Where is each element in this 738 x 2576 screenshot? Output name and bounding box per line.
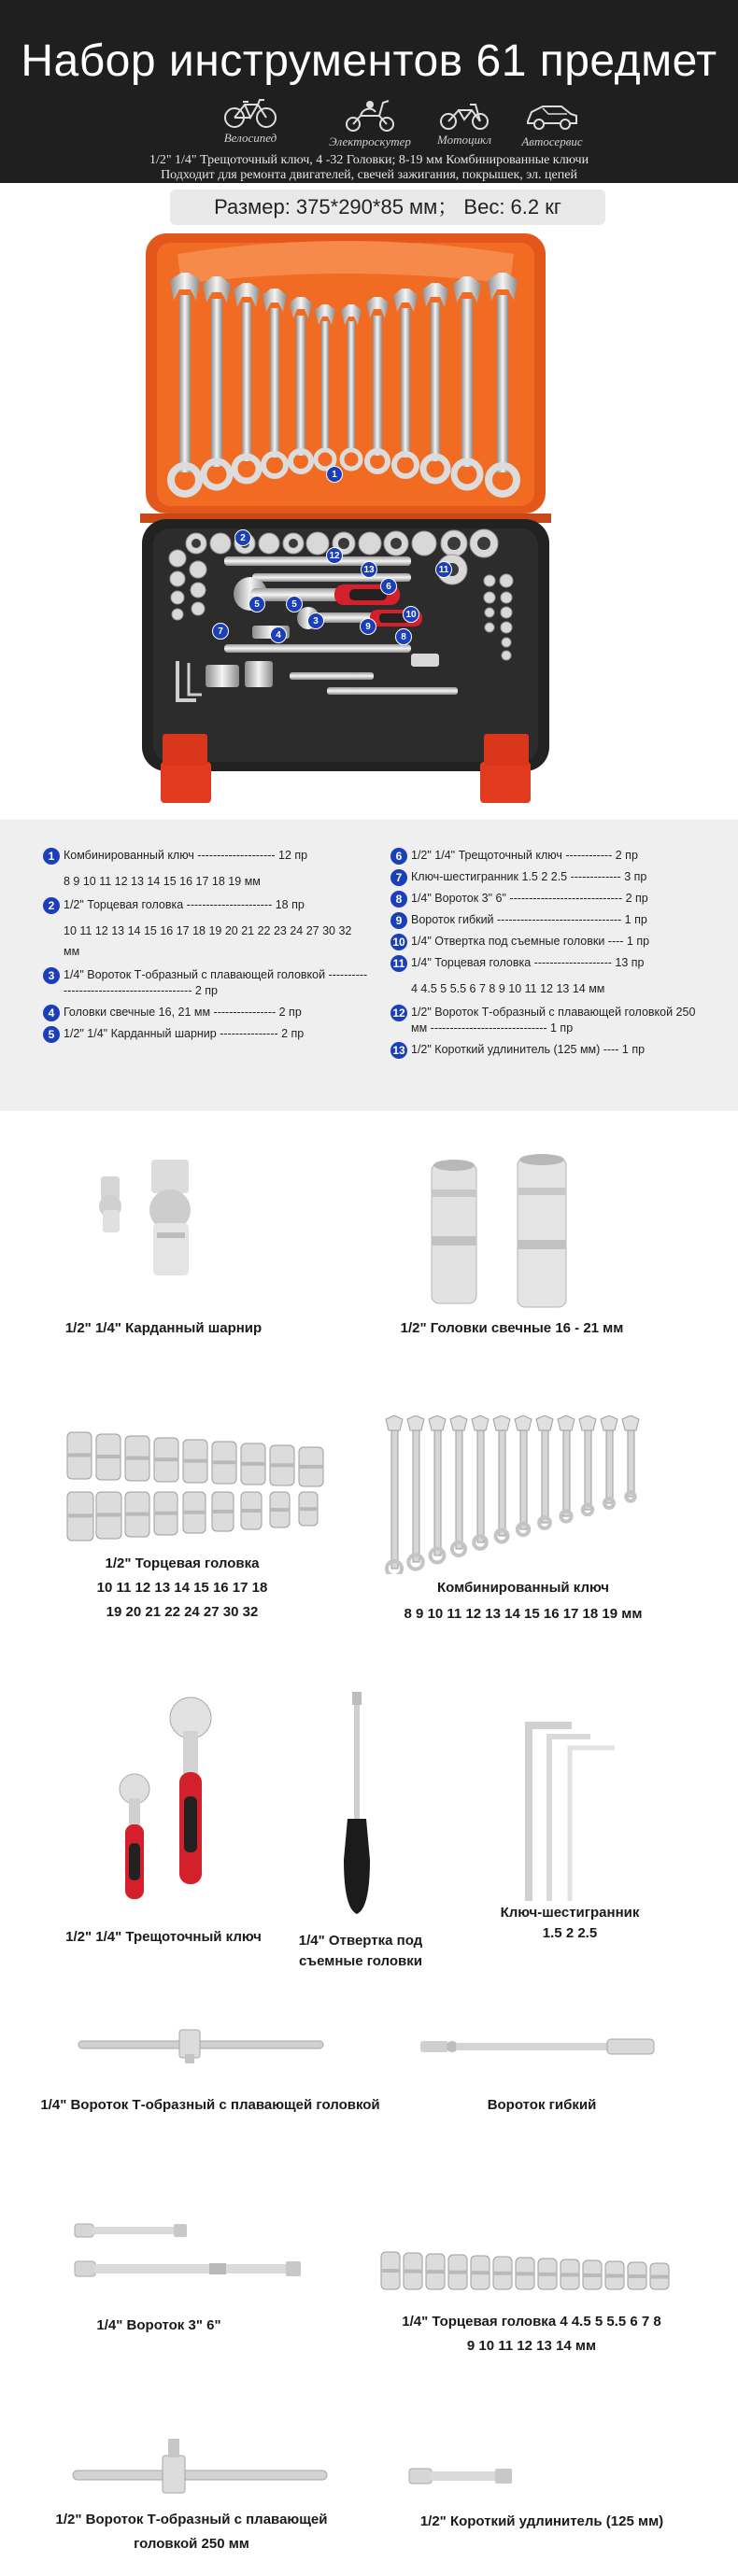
case-marker-badge: 9 (360, 618, 376, 635)
label-half-t-bar-2: головкой 250 мм (134, 2536, 249, 2552)
label-combo-title: Комбинированный ключ (437, 1580, 609, 1596)
legend-column-right (390, 848, 710, 1063)
legend-number-badge: 11 (390, 955, 407, 972)
label-spark-sockets: 1/2" Головки свечные 16 - 21 мм (400, 1320, 624, 1336)
spark-sockets-image (419, 1150, 577, 1318)
wrench-drawing (579, 1415, 596, 1514)
legend-number-badge: 2 (43, 897, 60, 914)
wrench-drawing (493, 1415, 510, 1542)
case-marker-badge: 12 (326, 547, 343, 564)
page-title: Набор инструментов 61 предмет (21, 36, 717, 86)
legend-number-badge: 5 (43, 1026, 60, 1043)
size-weight-bar: Размер: 375*290*85 мм； Вес: 6.2 кг (170, 190, 605, 225)
vehicle-label: Автосервис (521, 134, 583, 148)
wrench-drawing (601, 1415, 617, 1508)
case-marker-badge: 5 (286, 596, 303, 612)
label-quarter-sockets-2: 9 10 11 12 13 14 мм (466, 2338, 597, 2354)
vehicle-icons-row (0, 97, 738, 153)
case-marker-badge: 11 (435, 561, 452, 578)
legend-item-text: 1/2" Короткий удлинитель (125 мм) ---- 1 пр (411, 1043, 646, 1056)
legend-number-badge: 3 (43, 967, 60, 984)
wrench-drawing (558, 1415, 575, 1522)
legend-item-text: 1/4" Вороток 3" 6" ----------------------------- 2 пр (411, 892, 648, 905)
legend-number-badge: 12 (390, 1005, 407, 1021)
vehicle-label: Электроскутер (329, 134, 411, 148)
legend-item (390, 934, 710, 950)
case-marker-badge: 4 (270, 626, 287, 643)
case-marker-badge: 13 (361, 561, 377, 578)
vehicle-car (501, 97, 603, 149)
legend-item-text: 1/4" Торцевая головка -------------------- 13 пр (411, 956, 645, 969)
wrench-drawing (472, 1415, 489, 1549)
label-universal-joint: 1/2" 1/4" Карданный шарнир (64, 1320, 263, 1336)
case-marker-badge: 10 (403, 606, 419, 623)
legend-item (390, 1042, 710, 1058)
legend-number-badge: 4 (43, 1005, 60, 1021)
wrench-drawing (536, 1415, 553, 1528)
legend-item-text: Комбинированный ключ -------------------- 12 пр (64, 849, 308, 862)
quarter-sockets-image (377, 2246, 676, 2295)
legend-item (43, 848, 370, 892)
label-screwdriver-1: 1/4" Отвертка под (298, 1933, 423, 1949)
wrench-drawing (407, 1415, 424, 1570)
legend-item-text: 1/2" 1/4" Трещоточный ключ ------------ 2 пр (411, 849, 638, 862)
vehicle-scooter (319, 97, 421, 149)
legend-item (43, 1026, 370, 1042)
legend-item (390, 891, 710, 907)
case-marker-badge: 8 (395, 628, 412, 645)
label-combo-sizes: 8 9 10 11 12 13 14 15 16 17 18 19 мм (404, 1606, 643, 1622)
subtitle-line-2: Подходит для ремонта двигателей, свечей зажигания, покрышек, эл. цепей (161, 168, 577, 182)
label-screwdriver-2: съемные головки (299, 1953, 422, 1969)
wrench-drawing (622, 1415, 639, 1501)
label-quarter-t-bar: 1/4" Вороток Т-образный с плавающей головкой (40, 2097, 380, 2113)
legend-item-text: Вороток гибкий -------------------------------- 1 пр (411, 913, 647, 926)
case-marker-badge: 7 (212, 623, 229, 640)
motorcycle-icon (436, 97, 492, 131)
half-t-bar-image (69, 2433, 331, 2499)
contents-legend (0, 820, 738, 1111)
wrench-drawing (386, 1415, 403, 1574)
short-extension-image (405, 2457, 527, 2495)
legend-item-text: Ключ-шестигранник 1.5 2 2.5 ------------- 3 пр (411, 870, 647, 883)
half-inch-sockets-image (62, 1427, 333, 1548)
label-ratchet: 1/2" 1/4" Трещоточный ключ (65, 1929, 262, 1945)
flex-bar-image (411, 2028, 663, 2065)
case-marker-badge: 6 (380, 578, 397, 595)
legend-number-badge: 10 (390, 934, 407, 950)
legend-item-text: 1/2" 1/4" Карданный шарнир --------------- 2 пр (64, 1027, 305, 1040)
wrench-drawing (429, 1415, 446, 1562)
legend-item (390, 912, 710, 928)
legend-item-text: 1/4" Отвертка под съемные головки ---- 1 пр (411, 935, 650, 948)
car-icon (522, 97, 582, 133)
case-marker-badge: 1 (326, 466, 343, 483)
legend-number-badge: 7 (390, 869, 407, 886)
legend-item-text: 1/4" Вороток Т-образный с плавающей головкой ------------------------------------------- 2 пр (64, 968, 368, 997)
legend-item-text: Головки свечные 16, 21 мм ---------------- 2 пр (64, 1006, 302, 1019)
legend-number-badge: 6 (390, 848, 407, 865)
subtitle-line-1: 1/2" 1/4" Трещоточный ключ, 4 -32 Головки; 8-19 мм Комбинированные ключи (149, 153, 589, 167)
label-quarter-extensions: 1/4" Вороток 3" 6" (96, 2317, 221, 2333)
quarter-extensions-image (69, 2220, 312, 2286)
label-short-extension: 1/2" Короткий удлинитель (125 мм) (419, 2513, 664, 2529)
label-quarter-sockets-1: 1/4" Торцевая головка 4 4.5 5 5.5 6 7 8 (402, 2314, 661, 2330)
label-flex-bar: Вороток гибкий (487, 2097, 597, 2113)
bicycle-icon (222, 97, 278, 129)
universal-joint-image (86, 1148, 235, 1288)
label-half-sockets-sizes-1: 10 11 12 13 14 15 16 17 18 (96, 1580, 268, 1596)
legend-number-badge: 13 (390, 1042, 407, 1059)
legend-column-left (43, 848, 370, 1048)
quarter-t-bar-image (75, 2017, 327, 2073)
vehicle-label: Мотоцикл (436, 133, 492, 147)
legend-number-badge: 1 (43, 848, 60, 865)
legend-item-sizes: 10 11 12 13 14 15 16 17 18 19 20 21 22 23 24 27 30 32 мм (64, 924, 352, 958)
toolbox-case-illustration (140, 233, 551, 812)
legend-item (43, 1005, 370, 1021)
wrench-drawing (450, 1415, 467, 1555)
label-half-t-bar-1: 1/2" Вороток Т-образный с плавающей (55, 2512, 328, 2527)
label-hex-title: Ключ-шестигранник (500, 1905, 640, 1921)
legend-number-badge: 8 (390, 891, 407, 908)
scooter-icon (342, 97, 398, 133)
legend-item-text: 1/2" Торцевая головка ---------------------- 18 пр (64, 898, 305, 911)
legend-item (390, 848, 710, 864)
label-hex-sizes: 1.5 2 2.5 (542, 1925, 598, 1941)
combination-wrenches-image (383, 1415, 654, 1574)
legend-item (390, 955, 710, 999)
legend-item (390, 869, 710, 885)
label-half-sockets-sizes-2: 19 20 21 22 24 27 30 32 (106, 1604, 259, 1620)
case-marker-badge: 2 (234, 529, 251, 546)
screwdriver-image (329, 1692, 385, 1925)
legend-item (390, 1005, 710, 1036)
wrench-drawing (515, 1415, 532, 1535)
vehicle-bicycle (199, 97, 302, 146)
hex-keys-image (512, 1714, 643, 1901)
header-banner (0, 0, 738, 183)
label-half-sockets-title: 1/2" Торцевая головка (105, 1555, 260, 1571)
ratchets-image (101, 1694, 241, 1918)
vehicle-label: Велосипед (223, 131, 277, 145)
legend-item-sizes: 4 4.5 5 5.5 6 7 8 9 10 11 12 13 14 мм (411, 982, 605, 995)
legend-item (43, 967, 370, 999)
toolbox-case-image (140, 233, 551, 812)
legend-number-badge: 9 (390, 912, 407, 929)
case-marker-badge: 3 (307, 612, 324, 629)
legend-item (43, 897, 370, 962)
legend-item-text: 1/2" Вороток Т-образный с плавающей головкой 250 мм ------------------------------ 1 пр (411, 1006, 696, 1035)
case-marker-badge: 5 (248, 596, 265, 612)
legend-item-sizes: 8 9 10 11 12 13 14 15 16 17 18 19 мм (64, 875, 261, 888)
